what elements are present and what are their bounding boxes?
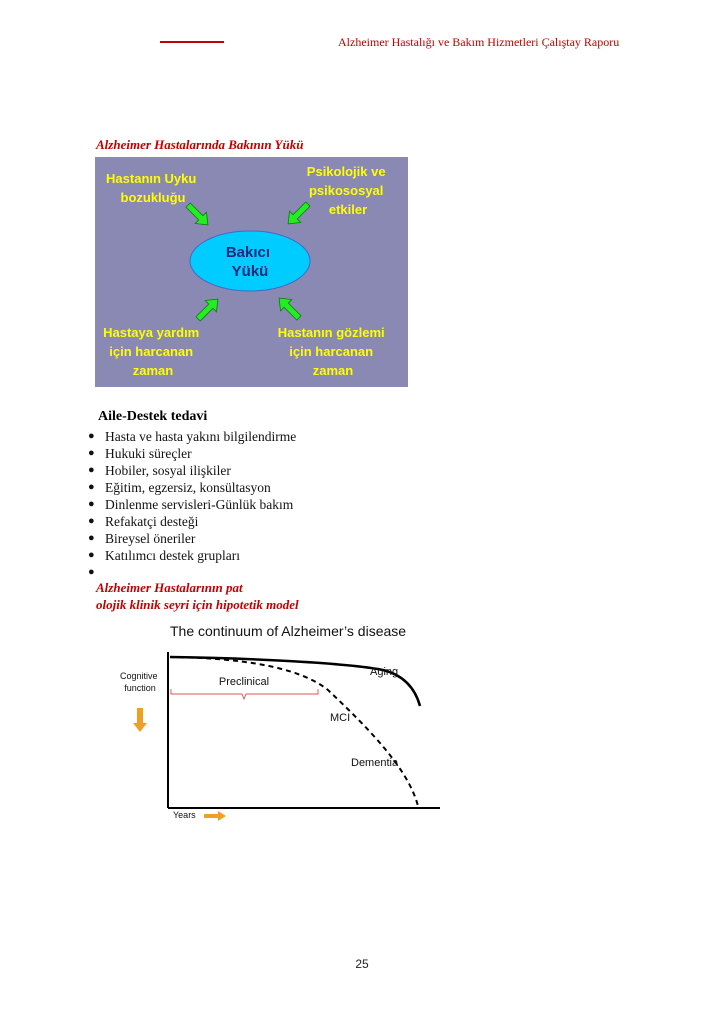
header-rule (160, 41, 224, 43)
model-title-line2: olojik klinik seyri için hipotetik model (96, 597, 299, 612)
dementia-curve (170, 657, 418, 806)
down-arrow-icon (133, 708, 147, 732)
center-ellipse (190, 231, 310, 291)
aging-label: Aging (370, 666, 399, 678)
header-title: Alzheimer Hastalığı ve Bakım Hizmetleri Çalıştay Raporu (338, 35, 620, 49)
x-axis-label: Years (173, 810, 196, 820)
figure-title: The continuum of Alzheimer’s disease (170, 623, 407, 639)
support-list (88, 428, 296, 581)
bullet-icon: ● (88, 464, 95, 476)
page-number: 25 (355, 957, 369, 971)
caregiver-burden-diagram (95, 157, 408, 387)
list-item: ● Refakatçi desteği (88, 514, 199, 529)
dementia-label: Dementia (351, 757, 399, 769)
preclinical-label: Preclinical (218, 676, 270, 688)
aging-curve (170, 657, 420, 706)
bullet-icon: ● (88, 430, 95, 442)
y-axis-label: Cognitive function (119, 671, 158, 693)
bottom-right-label: Hastanın gözlemi için harcanan zaman (277, 325, 385, 378)
list-item: ● Eğitim, egzersiz, konsültasyon (88, 480, 271, 495)
bullet-icon: ● (88, 549, 95, 561)
list-item: ● Bireysel öneriler (88, 531, 196, 546)
bullet-icon: ● (88, 447, 95, 459)
model-title-line1: Alzheimer Hastalarının pat (96, 580, 243, 595)
list-item: ● Hobiler, sosyal ilişkiler (88, 463, 231, 478)
bullet-icon: ● (88, 532, 95, 544)
alzheimers-continuum-figure (118, 618, 448, 826)
bullet-icon: ● (88, 566, 95, 578)
list-item: ● Hasta ve hasta yakını bilgilendirme (88, 429, 297, 444)
bullet-icon: ● (88, 498, 95, 510)
list-item: ● Hukuki süreçler (88, 446, 192, 461)
top-right-label: Psikolojik ve psikososyal etkiler (306, 164, 386, 217)
bullet-icon: ● (88, 515, 95, 527)
support-heading: Aile-Destek tedavi (98, 409, 208, 424)
list-item: ● Katılımcı destek grupları (88, 548, 240, 563)
top-left-label: Hastanın Uyku bozukluğu (106, 171, 197, 205)
mci-label: MCI (330, 712, 351, 724)
preclinical-bracket (171, 689, 318, 699)
list-item (88, 564, 296, 581)
bottom-left-label: Hastaya yardım için harcanan zaman (103, 325, 200, 378)
right-arrow-icon (204, 811, 226, 821)
caregiver-burden-title: Alzheimer Hastalarında Bakının Yükü (96, 137, 304, 152)
list-item: ● Dinlenme servisleri-Günlük bakım (88, 497, 294, 512)
bullet-icon: ● (88, 481, 95, 493)
center-label: Bakıcı Yükü (225, 244, 271, 280)
